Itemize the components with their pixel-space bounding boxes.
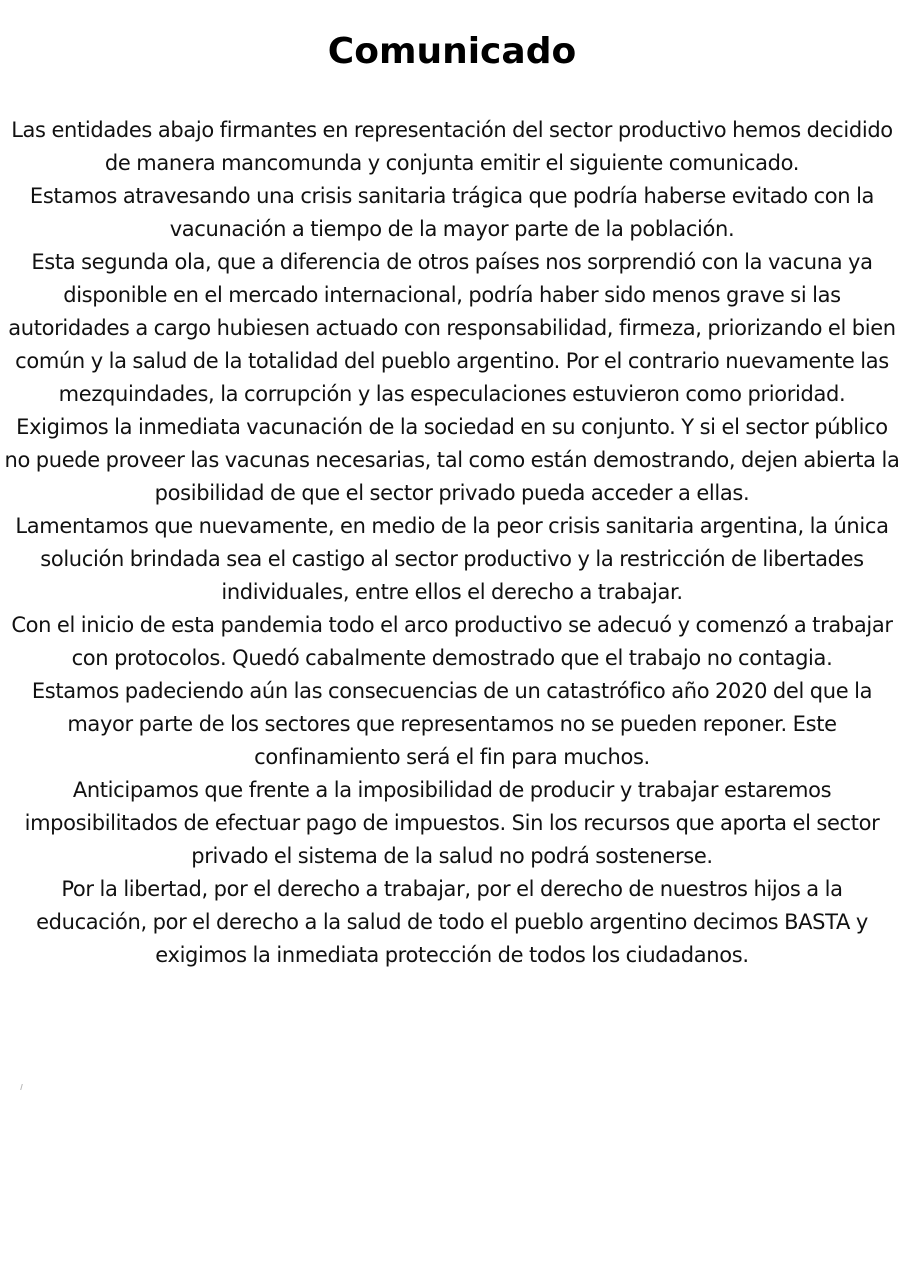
paragraph-consequences: Estamos padeciendo aún las consecuencias de un catastrófico año 2020 del que la mayor parte de los sectores que representamos no se pueden reponer. Este confinamiento será el fin para muchos. [31,679,873,769]
paragraph-closing: Por la libertad, por el derecho a trabajar, por el derecho de nuestros hijos a la educación, por el derecho a la salud de todo el pueblo argentino decimos BASTA y exigimos la inmediata protección de todos los ciudadanos. [36,877,868,967]
document-body [4,114,900,972]
paragraph-second-wave: Esta segunda ola, que a diferencia de otros países nos sorprendió con la vacuna ya disponible en el mercado internacional, podría haber sido menos grave si las autoridades a cargo hubiesen actuado con responsabilidad, firmeza, priorizando el bien común y la salud de la totalidad del pueblo argentino. Por el contrario nuevamente las mezquindades, la corrupción y las especulaciones estuvieron como prioridad. [8,250,896,406]
paragraph-taxes: Anticipamos que frente a la imposibilidad de producir y trabajar estaremos imposibilitados de efectuar pago de impuestos. Sin los recursos que aporta el sector privado el sistema de la salud no podrá sostenerse. [24,778,880,868]
document-title: Comunicado [327,31,577,72]
paragraph-protocols: Con el inicio de esta pandemia todo el arco productivo se adecuó y comenzó a trabajar con protocolos. Quedó cabalmente demostrado que el trabajo no contagia. [11,613,893,670]
stray-mark [20,1084,23,1090]
paragraph-intro: Las entidades abajo firmantes en representación del sector productivo hemos decidido de manera mancomunda y conjunta emitir el siguiente comunicado. [11,118,893,175]
paragraph-crisis: Estamos atravesando una crisis sanitaria trágica que podría haberse evitado con la vacunación a tiempo de la mayor parte de la población. [29,184,875,241]
paragraph-restrictions: Lamentamos que nuevamente, en medio de la peor crisis sanitaria argentina, la única solución brindada sea el castigo al sector productivo y la restricción de libertades individuales, entre ellos el derecho a trabajar. [15,514,889,604]
paragraph-vaccination-demand: Exigimos la inmediata vacunación de la sociedad en su conjunto. Y si el sector público no puede proveer las vacunas necesarias, tal como están demostrando, dejen abierta la posibilidad de que el sector privado pueda acceder a ellas. [4,415,900,505]
